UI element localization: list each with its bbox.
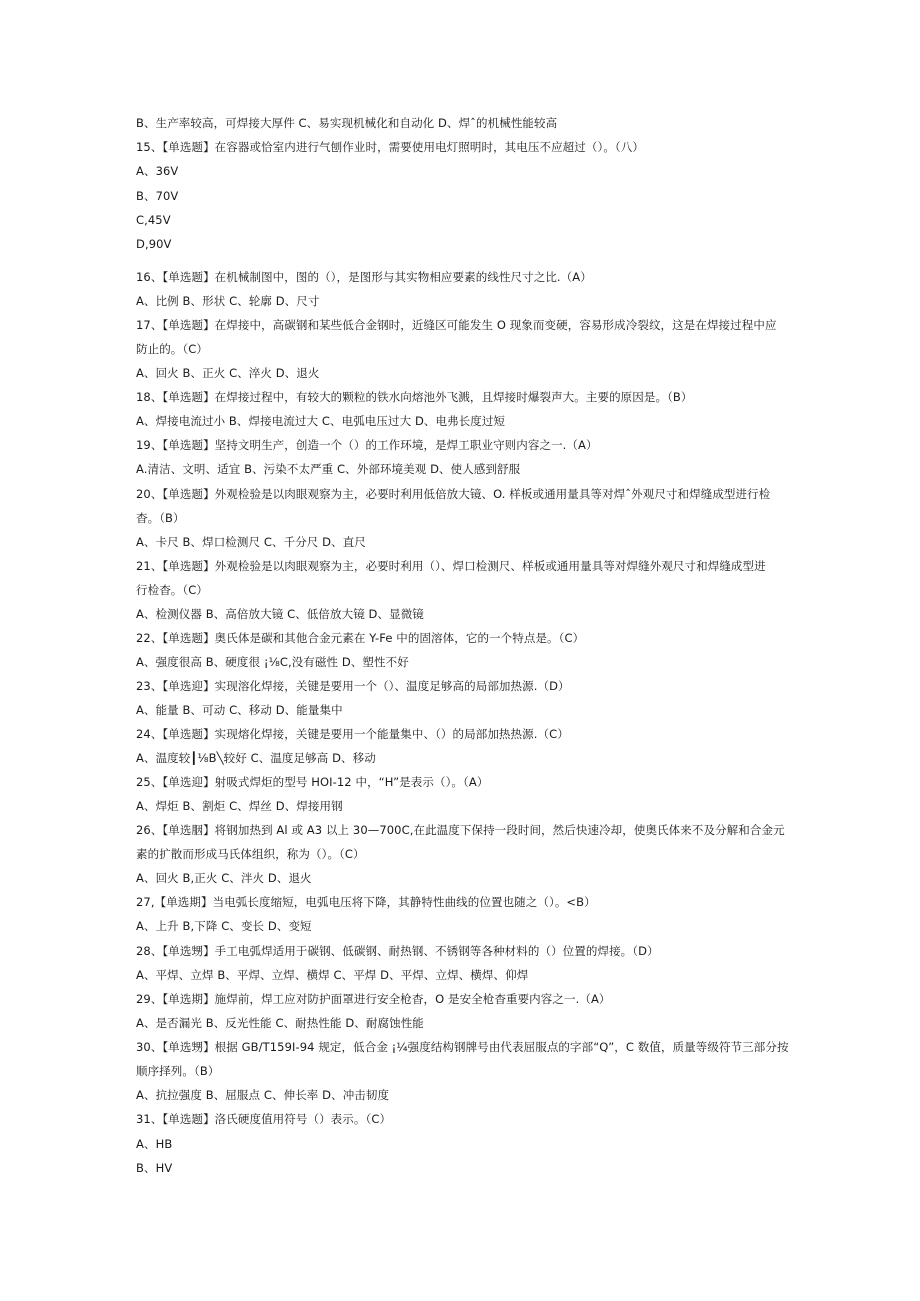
option-line: A、强度很高 B、硬度很 ¡⅛C,没有磁性 D、塑性不好: [136, 655, 409, 669]
text-line: 防止的。（C）: [136, 342, 208, 356]
question-31: 31、【单选题】洛氏硬度值用符号（）表示。（C）: [136, 1112, 392, 1126]
option-line: A、回火 B,正火 C、泮火 D、退火: [136, 871, 312, 885]
question-20: 20、【单选题】外观检验是以肉眼观察为主，必要时利用低倍放大镜、O. 样板或通用量具等对焊ˆ外观尺寸和焊缝成型进行检: [136, 487, 771, 501]
question-26: 26、【单选胭】将钢加热到 Al 或 A3 以上 30—700C,在此温度下保持一段时间，然后快速冷却，使奥氏体来不及分解和合金元: [136, 823, 785, 837]
question-16: 16、【单选题】在机械制图中，图的（），是图形与其实物相应要素的线性尺寸之比.（A）: [136, 270, 592, 284]
text-line: 行检杳。（C）: [136, 583, 208, 597]
question-19: 19、【单选题】坚持文明生产，创造一个（）的工作环境，是焊工职业守则内容之一.（A）: [136, 438, 598, 452]
question-15: 15、【单选题】在容器或恰室内进行气刨作业时，需要使用电灯照明时，其电压不应超过（）。（八）: [136, 140, 644, 154]
option-line: A、36V: [136, 164, 179, 178]
option-line: C,45V: [136, 213, 171, 227]
option-line: A、温度较┃⅛B╲较好 C、温度足够高 D、移动: [136, 751, 376, 765]
question-30: 30、【单选甥】根据 GB/T159I-94 规定，低合金 ¡¼强度结构钢牌号由代表屈服点的字部“Q”，C 数值，质量等级符节三部分按: [136, 1040, 789, 1054]
text-line: B、生产率较高，可焊接大厚件 C、易实现机械化和自动化 D、焊ˆ的机械性能较高: [136, 116, 558, 130]
text-line: 素的扩散而形成马氏体组织，称为（）。（C）: [136, 847, 365, 861]
option-line: A、上升 B,下降 C、变长 D、变短: [136, 919, 312, 933]
question-27: 27,【单选期】当电弧长度缩短，电弧电压将下降，其静特性曲线的位置也随之（）。<B）: [136, 895, 596, 909]
text-line: 杳。（B）: [136, 511, 185, 525]
question-25: 25、【单选迎】射吸式焊炬的型号 HOI-12 中，“H”是表示（）。（A）: [136, 775, 489, 789]
option-line: A、比例 B、形状 C、轮廓 D、尺寸: [136, 294, 320, 308]
option-line: A、回火 B、正火 C、淬火 D、退火: [136, 366, 320, 380]
question-17: 17、【单选题】在焊接中，高碳钢和某些低合金钢时，近缝区可能发生 O 现象而变硬，容易形成冷裂纹，这是在焊接过程中应: [136, 318, 777, 332]
option-line: D,90V: [136, 237, 172, 251]
option-line: B、HV: [136, 1161, 173, 1175]
option-line: A、抗拉强度 B、屈服点 C、伸长率 D、冲击韧度: [136, 1088, 390, 1102]
option-line: B、70V: [136, 189, 179, 203]
text-line: 顺序择列。（B）: [136, 1064, 220, 1078]
question-28: 28、【单选甥】手工电弧焊适用于碳钢、低碳钢、耐热钢、不锈钢等各种材料的（）位置的焊接。（D）: [136, 944, 659, 958]
option-line: A、卡尺 B、焊口检测尺 C、千分尺 D、直尺: [136, 535, 366, 549]
option-line: A.清洁、文明、适宜 B、污染不太严重 C、外部环境美观 D、使人感到舒服: [136, 462, 521, 476]
option-line: A、平焊、立焊 B、平焊、立焊、横焊 C、平焊 D、平焊、立焊、横焊、仰焊: [136, 968, 529, 982]
option-line: A、焊接电流过小 B、焊接电流过大 C、电弧电压过大 D、电弗长度过短: [136, 414, 506, 428]
option-line: A、焊炬 B、割炬 C、焊丝 D、焊接用钢: [136, 799, 343, 813]
question-24: 24、【单选题】实现熔化焊接，关键是要用一个能量集中、（）的局部加热热源.（C）: [136, 727, 569, 741]
question-22: 22、【单选题】奥氏体是碳和其他合金元素在 Y-Fe 中的固溶体，它的一个特点是。（C）: [136, 631, 585, 645]
question-18: 18、【单选题】在焊接过程中，有较大的颗粒的铁水向熔池外飞溅，且焊接时爆裂声大。主要的原因是。（B）: [136, 390, 693, 404]
option-line: A、检测仪器 B、高倍放大镜 C、低倍放大镜 D、显微镜: [136, 607, 424, 621]
option-line: A、HB: [136, 1137, 173, 1151]
option-line: A、是否漏光 B、反光性能 C、耐热性能 D、耐腐蚀性能: [136, 1016, 424, 1030]
question-23: 23、【单选迎】实现溶化焊接，关键是要用一个（）、温度足够高的局部加热源.（D）: [136, 679, 570, 693]
question-21: 21、【单选题】外观检验是以肉眼观察为主，必要时利用（）、焊口检测尺、样板或通用量具等对焊缝外观尺寸和焊缝成型进: [136, 559, 766, 573]
option-line: A、能量 B、可动 C、移动 D、能量集中: [136, 703, 343, 717]
question-29: 29、【单选期】施焊前，焊工应对防护面罩进行安全枪杳，O 是安全枪杳重要内容之一.（A）: [136, 992, 611, 1006]
